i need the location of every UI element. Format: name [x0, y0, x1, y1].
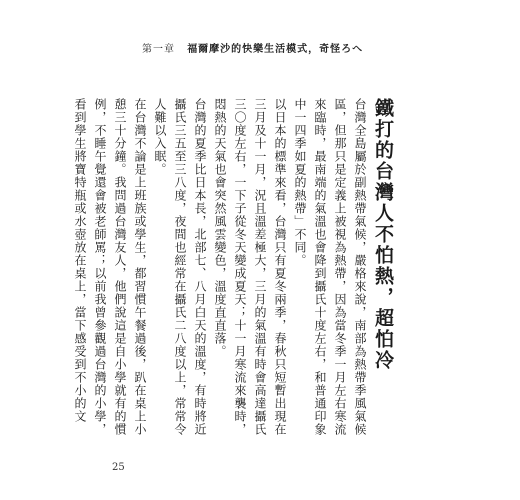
chapter-title: 福爾摩沙的快樂生活模式，奇怪ろへ: [187, 44, 364, 55]
body-text: [70, 98, 370, 438]
paragraph: 以日本的標準來看，台灣只有夏冬兩季，春秋只短暫出現在三月及十一月，況且溫差極大，三月的氣溫有時會高達攝氏三〇度左右，一下子從冬天變成夏天；十一月寒流來襲時，悶熱的天氣也會突然風雲變色，溫度直直落。: [213, 98, 287, 436]
running-header: [142, 40, 363, 55]
paragraph: 台灣全島屬於副熱帶氣候，嚴格來說，南部為熱帶季風氣候區，但那只是定義上被視為熱帶，因為當冬季一月左右寒流來臨時，最南端的氣溫也會降到攝氏十度左右，和普通印象中一四季如夏的熱帶」不同。: [293, 98, 367, 436]
chapter-label: 第一章: [142, 44, 175, 55]
section-title: 鐵打的台灣人不怕熱，超怕冷: [372, 98, 394, 371]
paragraph: 在台灣不論是上班族或學生，都習慣午餐過後，趴在桌上小憩三十分鐘。我問過台灣友人，他們說這是自小學就有的慣例，不睡午覺還會被老師罵；以前我曾參觀過台灣的小學，看到學生將寶特瓶或水壺放在桌上，當下感受到不小的文: [73, 98, 147, 436]
page-number: 25: [112, 462, 125, 473]
paragraph: 台灣的夏季比日本長，北部七、八月白天的溫度，有時將近攝氏三五至三八度，夜間也經常在攝氏二八度以上，常常令人難以入眠。: [153, 98, 207, 436]
